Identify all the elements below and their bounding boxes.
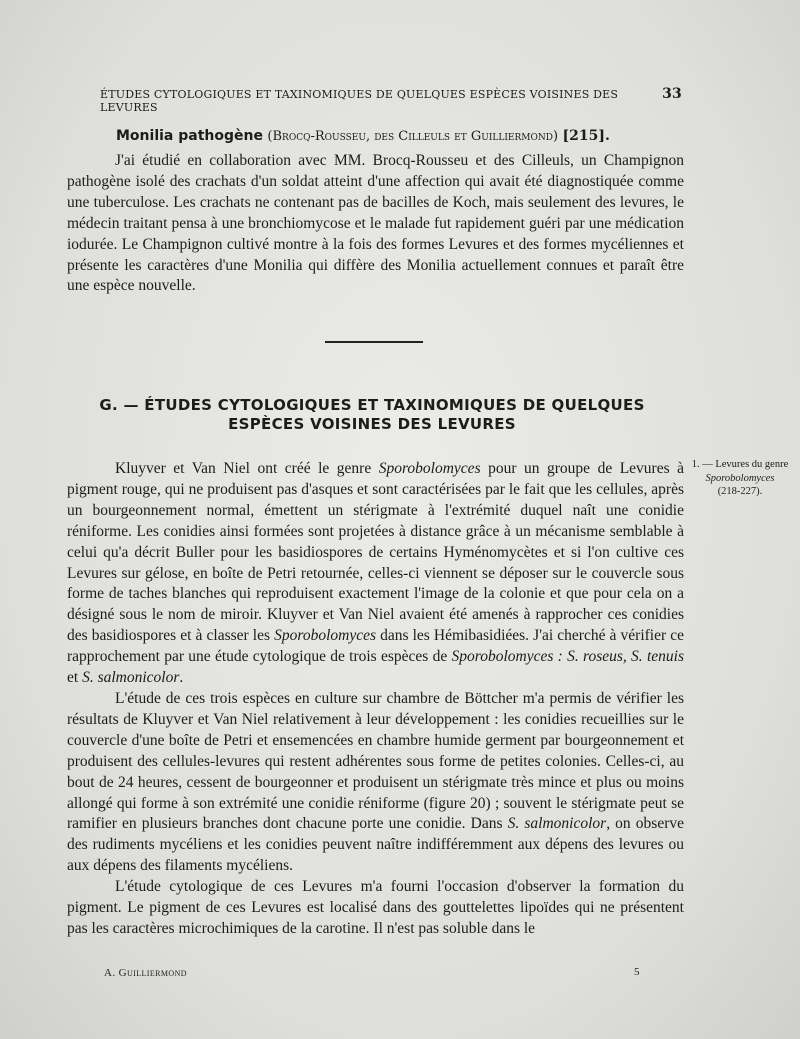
section-title bbox=[92, 396, 652, 434]
species-name: S. salmonicolor bbox=[507, 815, 607, 833]
section-divider bbox=[325, 341, 423, 343]
footer-author: A. Guilliermond bbox=[104, 967, 187, 979]
species-list: Sporobolomyces : S. roseus, S. tenuis bbox=[451, 648, 684, 666]
marginal-note-refs: (218-227). bbox=[717, 486, 763, 497]
marginal-note-number: 1. — bbox=[691, 459, 713, 470]
entry-authors: (Brocq-Rousseu, des Cilleuls et Guilliermond) bbox=[267, 129, 559, 144]
paragraph-2-text-a: L'étude de ces trois espèces en culture sur chambre de Böttcher m'a permis de vérifier les résultats de Kluyver et Van Niel relativement à leur développement : les conidies recueillies sur le couvercle d'une boîte de Petri et ensemencées en chambre humide germent par bourgeonnement et produisent des cellules-levures qui restent adhérentes sous forme de petites colonies. Celles-ci, au bout de 24 heures, cessent de bourgeonner et produisent un stérigmate très mince et plus ou moins allongé qui forme à son extrémité une conidie réniforme (figure 20) ; souvent le stérigmate peut se ramifier en plusieurs branches dont chacune porte une conidie. Dans bbox=[67, 689, 684, 833]
paragraph-1-text-e: dans les Hémibasidiées. J'ai cherché à vérifier ce rapprochement par une étude cytologique de trois espèces de bbox=[67, 627, 684, 666]
paragraph-1-text-g: et bbox=[67, 669, 83, 687]
entry-genus: Monilia pathogène bbox=[116, 128, 263, 144]
genus-name: Sporobolomyces bbox=[378, 460, 481, 477]
entry-paragraph: J'ai étudié en collaboration avec MM. Brocq-Rousseu et des Cilleuls, un Champignon pathogène isolé des crachats d'un soldat atteint d'une affection qui avait été diagnostiquée comme une tuberculose. Les crachats ne contenant pas de bacilles de Koch, mais seulement des levures, le médecin traitant pensa à une bronchiomycose et le malade fut rapidement guéri par une médication iodurée. Le Champignon cultivé montre à la fois des formes Levures et des formes mycéliennes et présente les caractères d'une Monilia qui diffère des Monilia actuellement connues et paraît être une espèce nouvelle. bbox=[67, 152, 684, 295]
paragraph-2 bbox=[67, 689, 684, 877]
paragraph-1-text-i: . bbox=[179, 669, 184, 687]
running-head-title: ÉTUDES CYTOLOGIQUES ET TAXINOMIQUES DE QUELQUES ESPÈCES VOISINES DES LEVURES bbox=[100, 88, 619, 114]
paragraph-3: L'étude cytologique de ces Levures m'a fourni l'occasion d'observer la formation du pigment. Le pigment de ces Levures est localisé dans des gouttelettes lipoïdes qui ne présentent pas les caractères microchimiques de la carotine. Il n'est pas soluble dans le bbox=[67, 878, 684, 937]
signature-mark: 5 bbox=[634, 966, 640, 978]
entry-heading bbox=[116, 126, 696, 147]
running-head bbox=[100, 86, 682, 114]
paragraph-1 bbox=[67, 459, 684, 689]
entry-reference: [215]. bbox=[562, 128, 610, 144]
genus-name: Sporobolomyces bbox=[274, 627, 376, 645]
marginal-note-text: Levures du genre bbox=[715, 459, 789, 470]
section-title-line-2: ESPÈCES VOISINES DES LEVURES bbox=[228, 415, 516, 433]
paragraph-1-text-a: Kluyver et Van Niel ont créé le genre bbox=[115, 460, 379, 477]
paragraph-1-text-c: pour un groupe de Levures à pigment rouge, qui ne produisent pas d'asques et sont caractérisées par le fait que les cellules, après un bourgeonnement normal, émettent un stérigmate à l'extrémité duquel naît une conidie réniforme. Les conidies ainsi formées sont projetées à distance grâce à un mécanisme semblable à celui qu'a décrit Buller pour les basidiospores de certains Hyménomycètes et si l'on cultive ces Levures sur gélose, en boîte de Petri retournée, celles-ci viennent se déposer sur le couvercle sous forme de taches blanches qui reproduisent exactement l'image de la colonie et que pour cela on a désigné sous le nom de miroir. Kluyver et Van Niel avaient été amenés à rapprocher ces conidies des basidiospores et à classer les bbox=[67, 460, 684, 645]
species-name: S. salmonicolor bbox=[82, 669, 180, 687]
paragraph-2-text-c: , on observe des rudiments mycéliens et les conidies peuvent naître indifféremment aux dépens des levures ou aux dépens des filaments mycéliens. bbox=[67, 815, 684, 875]
section-title-line-1: G. — ÉTUDES CYTOLOGIQUES ET TAXINOMIQUES DE QUELQUES bbox=[99, 396, 645, 414]
marginal-note bbox=[690, 458, 790, 499]
page-number: 33 bbox=[662, 86, 682, 102]
main-body bbox=[67, 459, 684, 940]
entry-body bbox=[67, 151, 684, 297]
marginal-note-genus: Sporobolomyces bbox=[705, 472, 775, 484]
